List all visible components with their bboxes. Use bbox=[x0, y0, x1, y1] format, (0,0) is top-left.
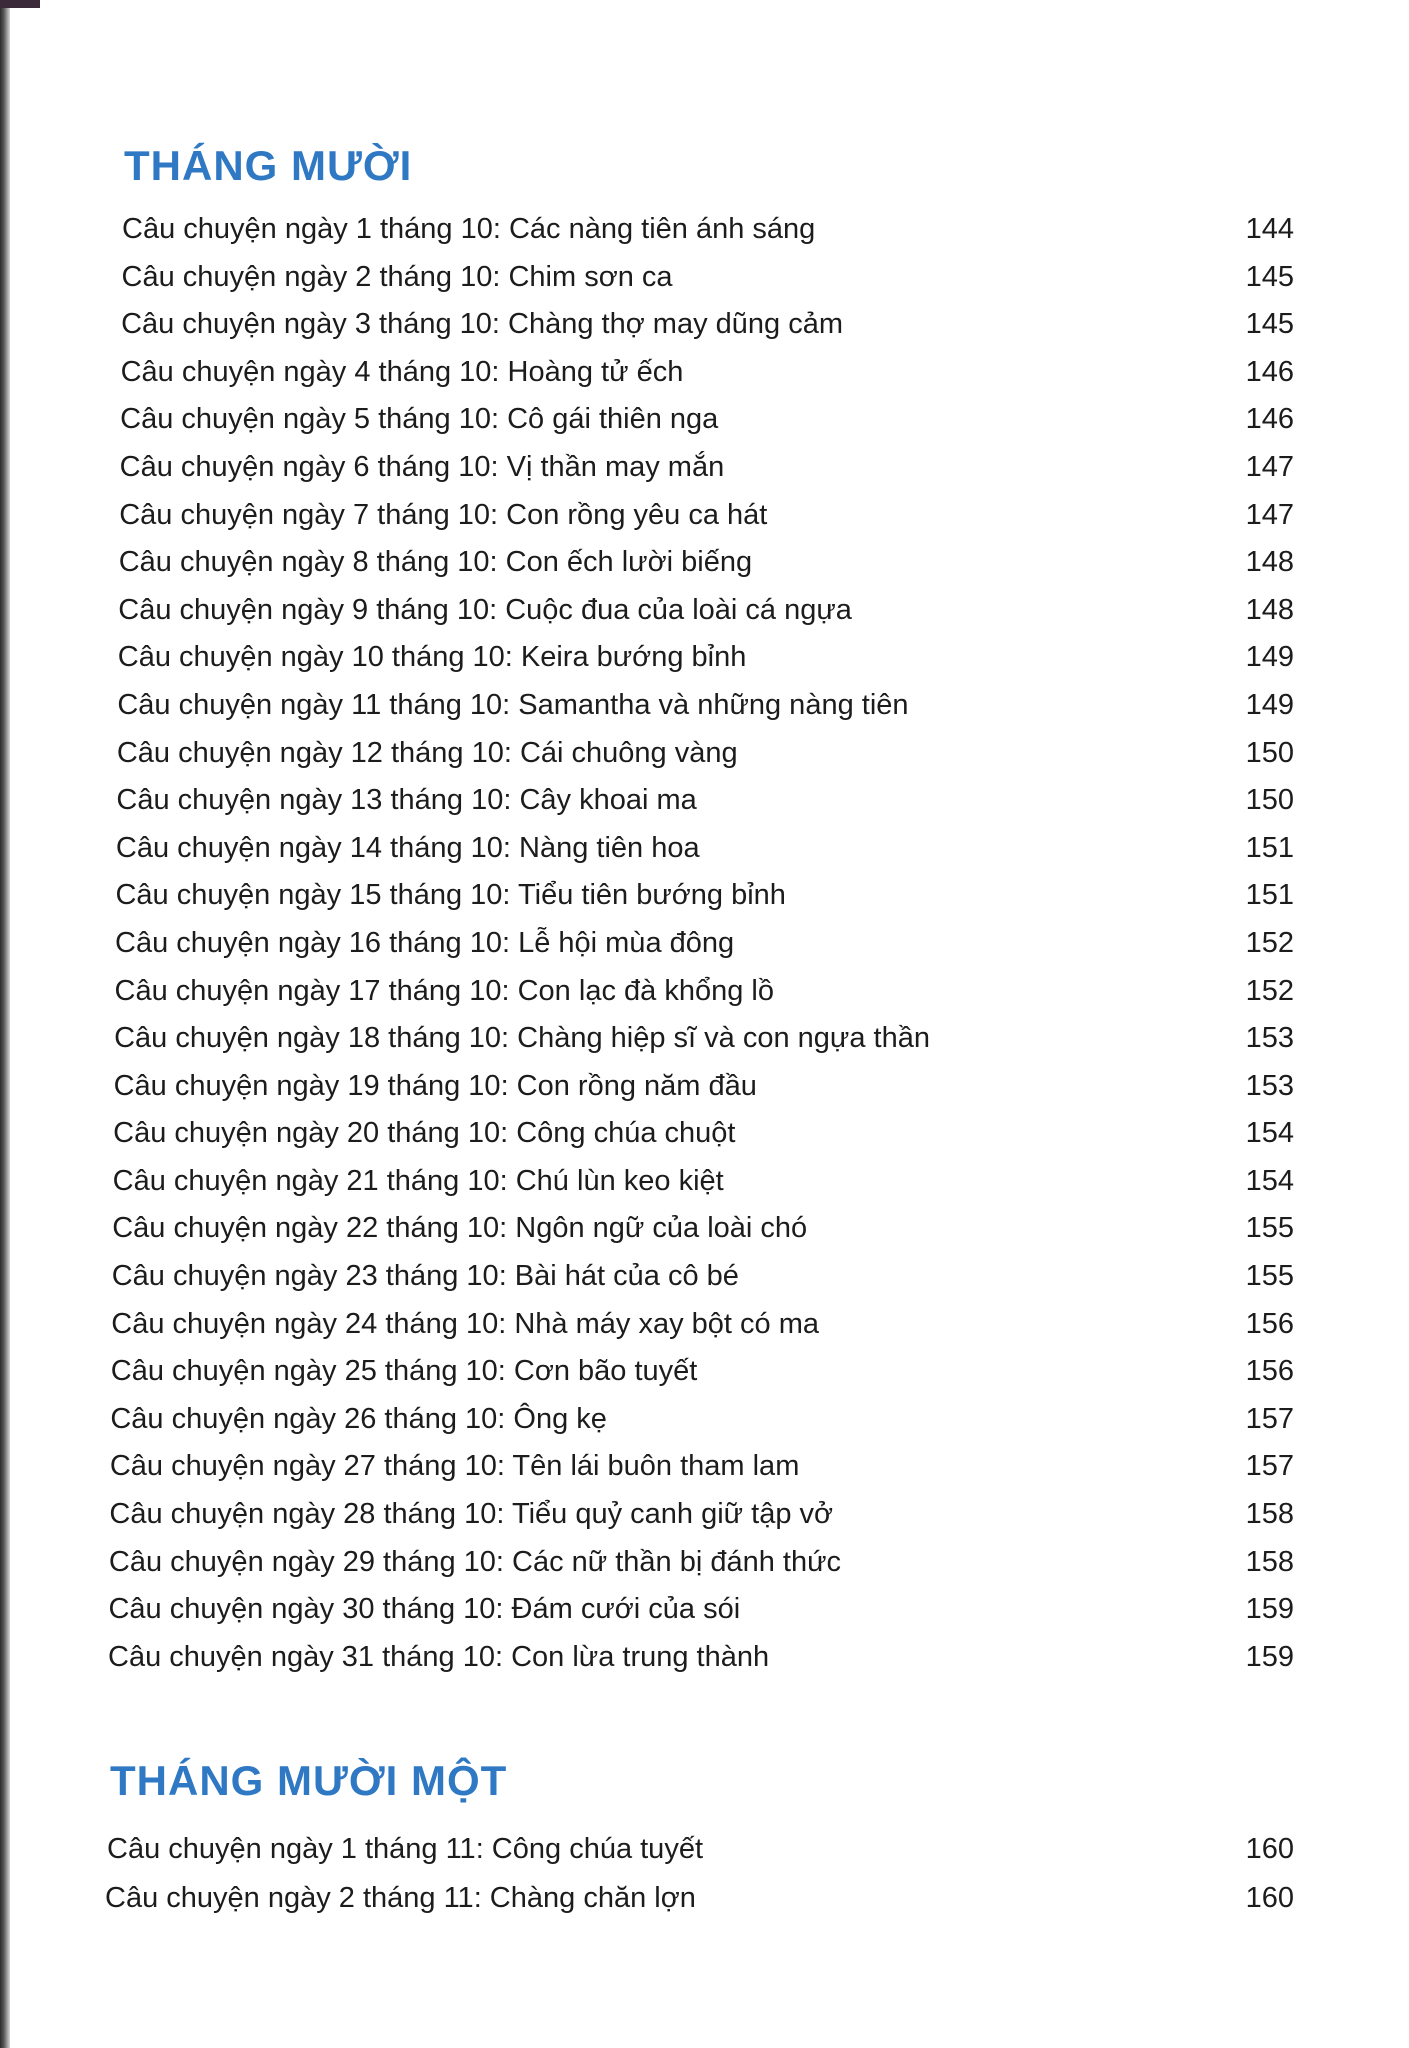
toc-entry[interactable] bbox=[0, 825, 1409, 873]
toc-entry-page-number: 151 bbox=[1245, 831, 1294, 864]
toc-entry-page-number: 145 bbox=[1245, 308, 1294, 341]
toc-entry-page-number: 158 bbox=[1245, 1498, 1294, 1531]
toc-entry-page-number: 148 bbox=[1245, 593, 1294, 626]
toc-entry[interactable] bbox=[0, 1205, 1409, 1253]
toc-entry[interactable] bbox=[0, 1539, 1409, 1587]
toc-entry-page-number: 159 bbox=[1245, 1640, 1294, 1673]
toc-entry-page-number: 150 bbox=[1245, 784, 1294, 817]
toc-entry-title: Câu chuyện ngày 2 tháng 10: Chim sơn ca bbox=[121, 260, 673, 293]
toc-entry-page-number: 150 bbox=[1245, 736, 1294, 769]
toc-entry[interactable] bbox=[0, 777, 1409, 825]
toc-entry[interactable] bbox=[0, 1301, 1409, 1349]
toc-entry[interactable] bbox=[0, 682, 1409, 730]
toc-entry[interactable] bbox=[0, 1443, 1409, 1491]
toc-entry-page-number: 160 bbox=[1245, 1882, 1294, 1914]
toc-entry-title: Câu chuyện ngày 14 tháng 10: Nàng tiên hoa bbox=[115, 831, 700, 864]
toc-entry-title: Câu chuyện ngày 22 tháng 10: Ngôn ngữ của loài chó bbox=[112, 1212, 808, 1245]
toc-entry-title: Câu chuyện ngày 1 tháng 10: Các nàng tiên ánh sáng bbox=[122, 213, 816, 245]
toc-entry-page-number: 147 bbox=[1245, 450, 1294, 483]
toc-entry-title: Câu chuyện ngày 15 tháng 10: Tiểu tiên bướng bỉnh bbox=[115, 879, 786, 912]
toc-list-october bbox=[0, 206, 1409, 1681]
toc-entry[interactable] bbox=[0, 1634, 1409, 1682]
toc-entry-page-number: 157 bbox=[1245, 1450, 1294, 1483]
toc-entry-page-number: 153 bbox=[1245, 1069, 1294, 1102]
toc-entry-title: Câu chuyện ngày 3 tháng 10: Chàng thợ may dũng cảm bbox=[121, 308, 843, 341]
toc-entry-title: Câu chuyện ngày 4 tháng 10: Hoàng tử ếch bbox=[120, 355, 684, 388]
toc-entry[interactable] bbox=[0, 539, 1409, 587]
toc-entry-title: Câu chuyện ngày 29 tháng 10: Các nữ thần bị đánh thức bbox=[108, 1545, 842, 1578]
toc-entry-page-number: 155 bbox=[1245, 1260, 1294, 1293]
toc-entry-page-number: 154 bbox=[1245, 1117, 1294, 1150]
toc-entry[interactable] bbox=[0, 396, 1409, 444]
toc-entry-page-number: 146 bbox=[1245, 403, 1294, 436]
toc-entry-page-number: 156 bbox=[1245, 1307, 1294, 1340]
toc-entry[interactable] bbox=[0, 1063, 1409, 1111]
toc-entry[interactable] bbox=[0, 634, 1409, 682]
toc-entry-title: Câu chuyện ngày 23 tháng 10: Bài hát của cô bé bbox=[111, 1260, 739, 1293]
toc-entry[interactable] bbox=[0, 444, 1409, 492]
toc-entry[interactable] bbox=[0, 1825, 1409, 1874]
toc-entry-title: Câu chuyện ngày 19 tháng 10: Con rồng năm đầu bbox=[113, 1069, 757, 1102]
toc-entry-title: Câu chuyện ngày 11 tháng 10: Samantha và những nàng tiên bbox=[117, 688, 909, 721]
toc-entry-page-number: 159 bbox=[1245, 1593, 1294, 1626]
toc-entry-page-number: 145 bbox=[1245, 260, 1294, 293]
section-title-october: THÁNG MƯỜI bbox=[124, 142, 413, 189]
toc-entry-page-number: 155 bbox=[1245, 1212, 1294, 1245]
toc-entry-page-number: 160 bbox=[1245, 1833, 1294, 1865]
toc-entry-title: Câu chuyện ngày 6 tháng 10: Vị thần may mắn bbox=[119, 450, 725, 483]
toc-entry-page-number: 152 bbox=[1245, 926, 1294, 959]
toc-entry[interactable] bbox=[0, 1253, 1409, 1301]
toc-entry-page-number: 158 bbox=[1245, 1545, 1294, 1578]
toc-entry-title: Câu chuyện ngày 24 tháng 10: Nhà máy xay bột có ma bbox=[111, 1307, 819, 1340]
toc-entry-title: Câu chuyện ngày 16 tháng 10: Lễ hội mùa đông bbox=[115, 926, 735, 959]
toc-entry-title: Câu chuyện ngày 1 tháng 11: Công chúa tuyết bbox=[107, 1833, 704, 1865]
toc-entry[interactable] bbox=[0, 206, 1409, 254]
toc-entry-title: Câu chuyện ngày 27 tháng 10: Tên lái buôn tham lam bbox=[109, 1450, 800, 1483]
toc-entry-title: Câu chuyện ngày 8 tháng 10: Con ếch lười biếng bbox=[118, 546, 753, 579]
toc-entry-page-number: 149 bbox=[1245, 641, 1294, 674]
toc-entry-title: Câu chuyện ngày 2 tháng 11: Chàng chăn lợn bbox=[105, 1882, 696, 1914]
toc-entry-page-number: 151 bbox=[1245, 879, 1294, 912]
toc-entry-page-number: 144 bbox=[1245, 213, 1294, 245]
toc-entry-page-number: 154 bbox=[1245, 1164, 1294, 1197]
toc-entry-page-number: 156 bbox=[1245, 1355, 1294, 1388]
toc-entry[interactable] bbox=[0, 1874, 1409, 1923]
toc-entry-title: Câu chuyện ngày 7 tháng 10: Con rồng yêu ca hát bbox=[119, 498, 768, 531]
toc-entry-title: Câu chuyện ngày 10 tháng 10: Keira bướng bỉnh bbox=[117, 641, 747, 674]
toc-entry-page-number: 149 bbox=[1245, 688, 1294, 721]
toc-entry-title: Câu chuyện ngày 12 tháng 10: Cái chuông vàng bbox=[116, 736, 738, 769]
toc-entry-title: Câu chuyện ngày 28 tháng 10: Tiểu quỷ canh giữ tập vở bbox=[109, 1498, 834, 1531]
toc-entry[interactable] bbox=[0, 254, 1409, 302]
toc-entry-title: Câu chuyện ngày 30 tháng 10: Đám cưới của sói bbox=[108, 1593, 741, 1626]
toc-entry-title: Câu chuyện ngày 13 tháng 10: Cây khoai ma bbox=[116, 784, 697, 817]
toc-entry[interactable] bbox=[0, 1015, 1409, 1063]
toc-entry[interactable] bbox=[0, 730, 1409, 778]
section-title-november: THÁNG MƯỜI MỘT bbox=[110, 1757, 508, 1804]
toc-entry[interactable] bbox=[0, 492, 1409, 540]
toc-entry-page-number: 152 bbox=[1245, 974, 1294, 1007]
corner-mark bbox=[0, 0, 40, 8]
toc-entry-page-number: 146 bbox=[1245, 355, 1294, 388]
toc-entry[interactable] bbox=[0, 1348, 1409, 1396]
toc-entry[interactable] bbox=[0, 1586, 1409, 1634]
toc-entry[interactable] bbox=[0, 349, 1409, 397]
toc-entry[interactable] bbox=[0, 872, 1409, 920]
toc-entry-title: Câu chuyện ngày 20 tháng 10: Công chúa chuột bbox=[113, 1117, 736, 1150]
toc-entry[interactable] bbox=[0, 1158, 1409, 1206]
toc-entry-title: Câu chuyện ngày 31 tháng 10: Con lừa trung thành bbox=[108, 1640, 770, 1673]
toc-entry-page-number: 148 bbox=[1245, 546, 1294, 579]
toc-list-november bbox=[0, 1825, 1409, 1923]
toc-entry-title: Câu chuyện ngày 17 tháng 10: Con lạc đà khổng lồ bbox=[114, 974, 774, 1007]
toc-entry-page-number: 153 bbox=[1245, 1022, 1294, 1055]
toc-entry-title: Câu chuyện ngày 18 tháng 10: Chàng hiệp sĩ và con ngựa thần bbox=[114, 1022, 930, 1055]
toc-entry-title: Câu chuyện ngày 25 tháng 10: Cơn bão tuyết bbox=[110, 1355, 698, 1388]
toc-entry-title: Câu chuyện ngày 9 tháng 10: Cuộc đua của loài cá ngựa bbox=[118, 593, 852, 626]
toc-entry[interactable] bbox=[0, 1110, 1409, 1158]
toc-entry-page-number: 147 bbox=[1245, 498, 1294, 531]
toc-entry-title: Câu chuyện ngày 26 tháng 10: Ông kẹ bbox=[110, 1402, 607, 1435]
toc-entry[interactable] bbox=[0, 1491, 1409, 1539]
toc-entry[interactable] bbox=[0, 587, 1409, 635]
toc-entry[interactable] bbox=[0, 968, 1409, 1016]
toc-entry[interactable] bbox=[0, 301, 1409, 349]
toc-entry-page-number: 157 bbox=[1245, 1402, 1294, 1435]
toc-entry-title: Câu chuyện ngày 5 tháng 10: Cô gái thiên nga bbox=[120, 403, 719, 436]
toc-entry[interactable] bbox=[0, 920, 1409, 968]
toc-entry-title: Câu chuyện ngày 21 tháng 10: Chú lùn keo kiệt bbox=[112, 1164, 724, 1197]
toc-entry[interactable] bbox=[0, 1396, 1409, 1444]
